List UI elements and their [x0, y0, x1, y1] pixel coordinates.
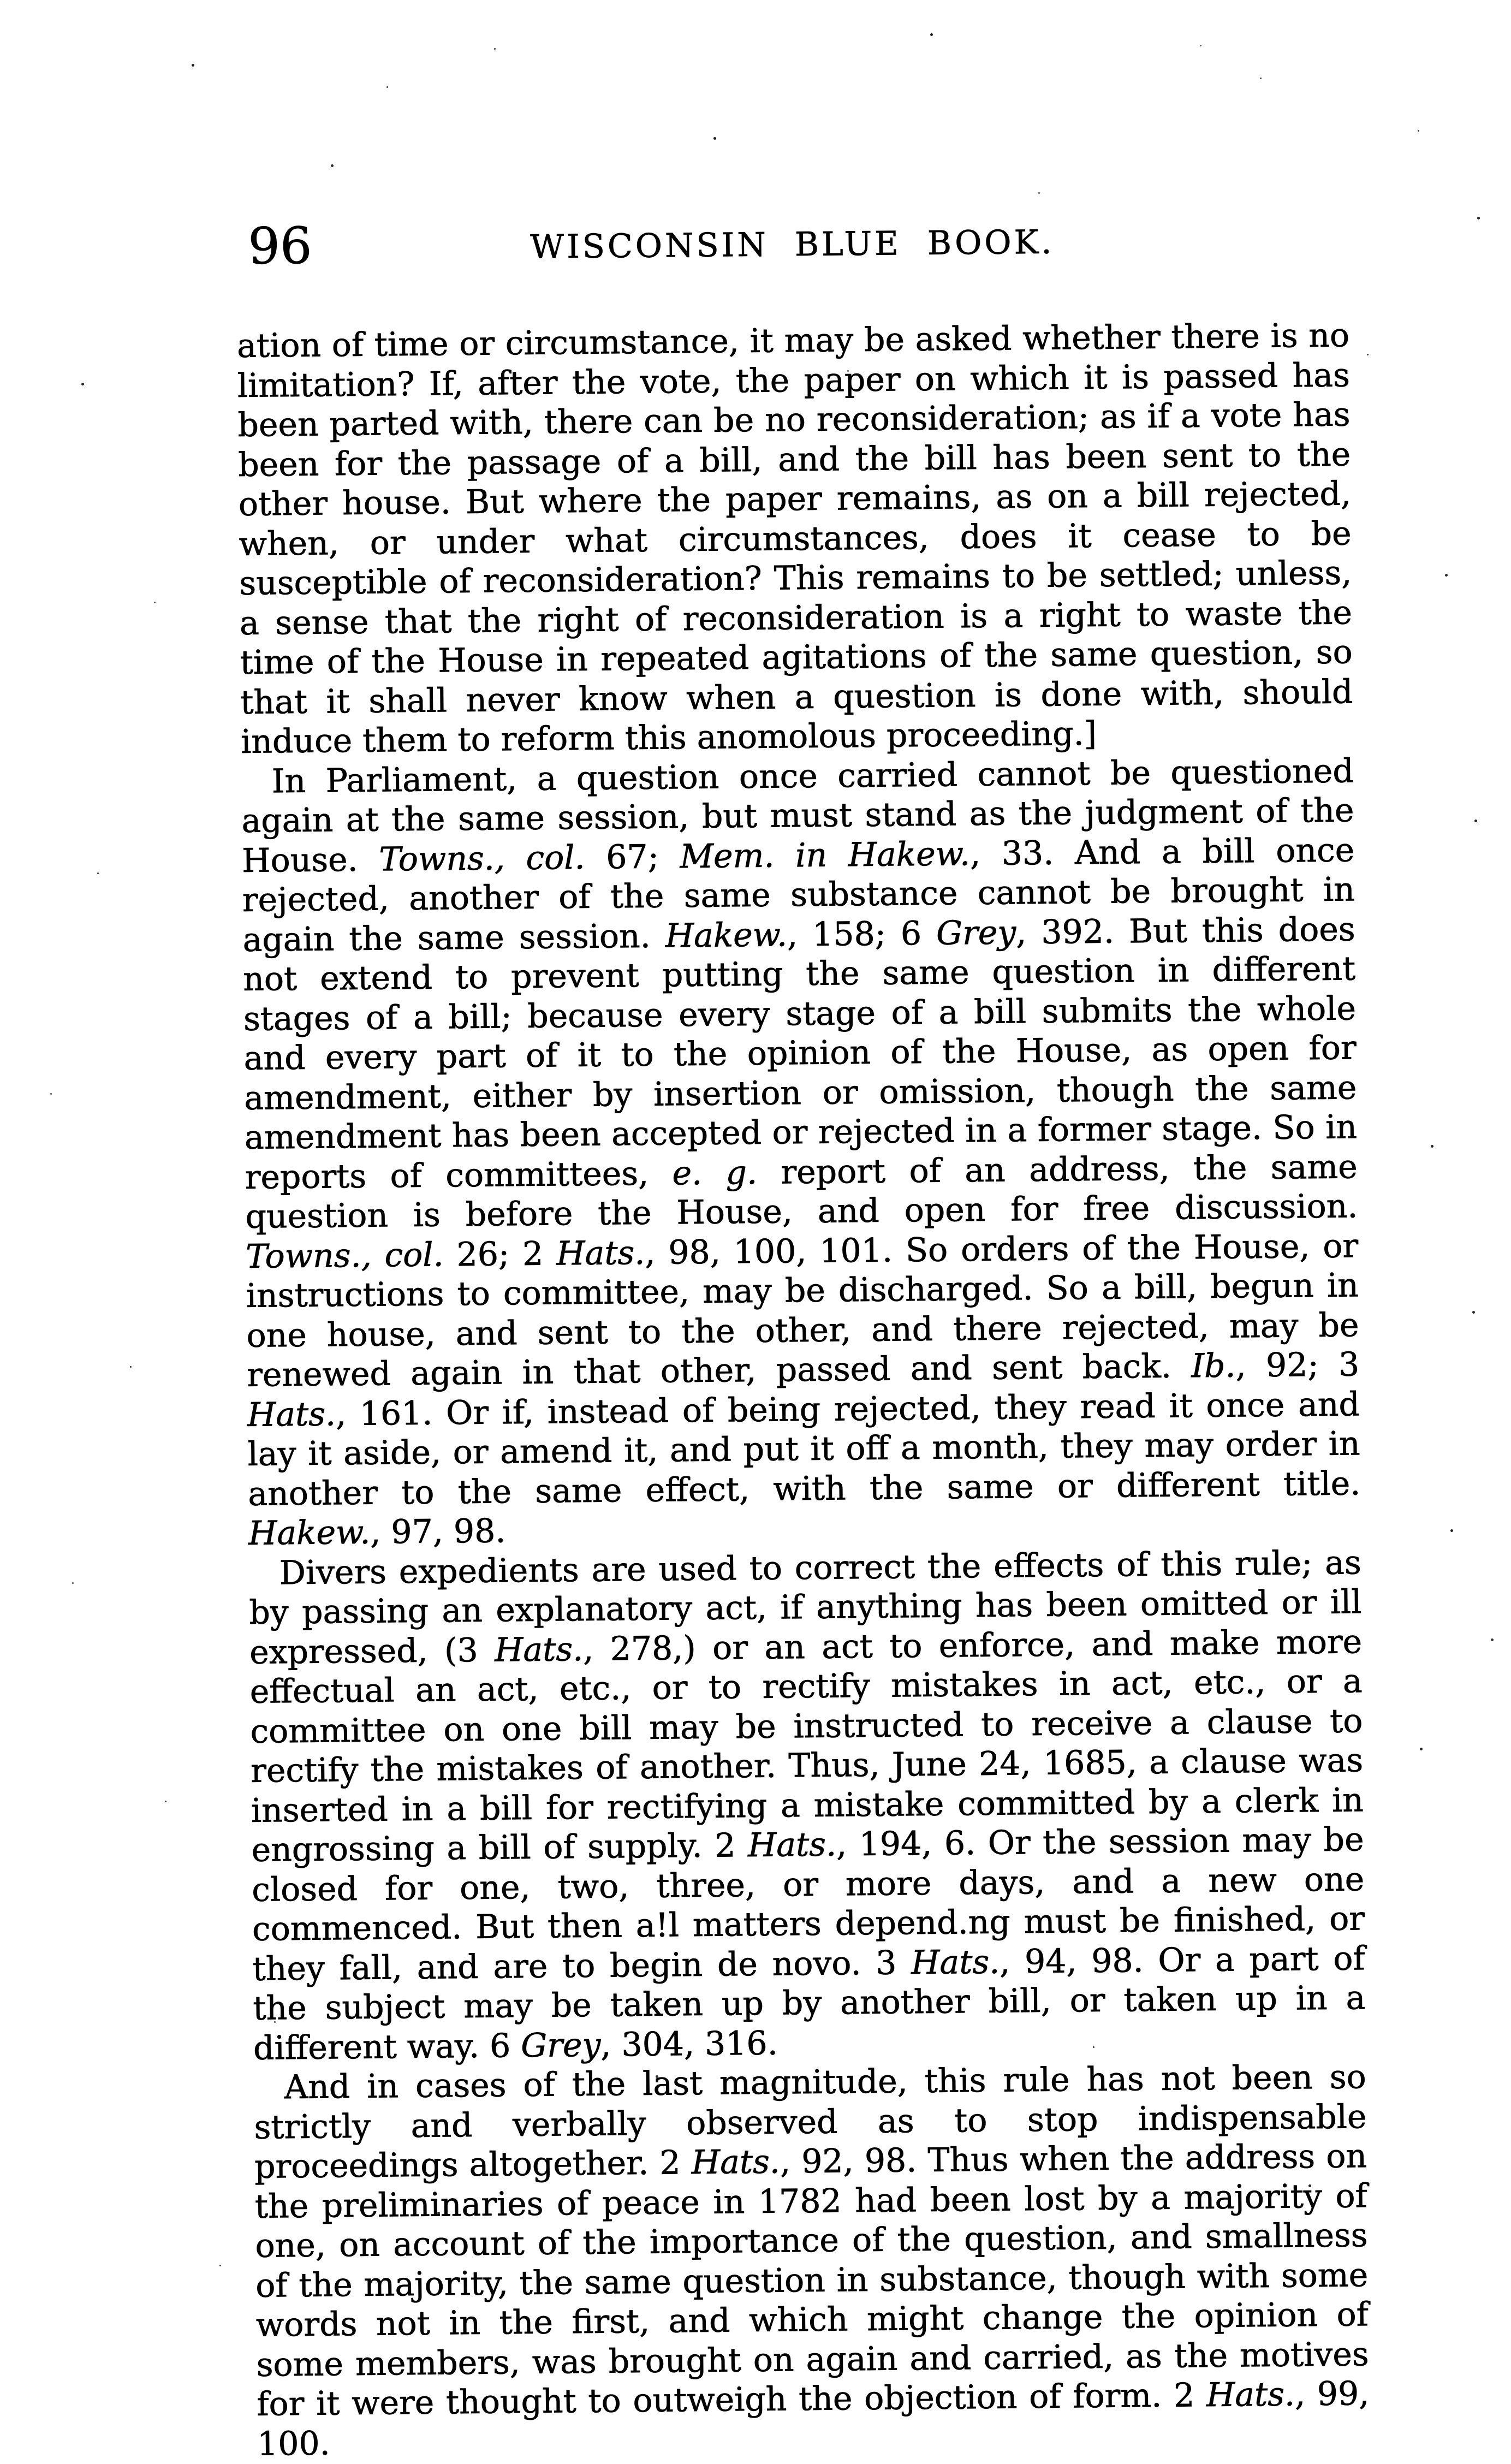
citation-text: Hats. — [1206, 2375, 1295, 2415]
body-text-run: , 98, 100, 101. So orders of the House, or instructions to committee, may be discharged. So a bill, begun in one house, and sent to the other, and there rejected, may be renewed again in that other, passed and sent back. — [246, 1226, 1359, 1394]
paragraph — [241, 751, 1361, 1553]
scan-noise-specks — [0, 0, 2, 2]
paragraph — [248, 1543, 1366, 2068]
page-title: WISCONSIN BLUE BOOK. — [530, 223, 1055, 266]
body-text-run: , 33. And a bill once rejected, another of the same substance cannot be brought in again the same session. — [242, 830, 1355, 959]
page-header — [236, 211, 1349, 326]
citation-text: Hakew. — [248, 1513, 371, 1553]
body-text-run: ation of time or circumstance, it may be asked whether there is no limitation? If, after the vote, the paper on which it is passed has been parted with, there can be no reconsideration; as if a vote has been for the passage of a bill, and the bill has been sent to the other house. But where the paper remains, as on a bill rejected, when, or under what circumstances, does it cease to be susceptible of reconsideration? This remains to be settled; unless, a sense that the right of reconsideration is a right to waste the time of the House in repeated agitations of the same question, so that it shall never know when a question is done with, should induce them to reform this anomolous proceeding.] — [236, 316, 1353, 761]
citation-text: Hats. — [247, 1394, 336, 1434]
body-text-run: 67; — [585, 837, 680, 877]
body-text-run: , 278,) or an act to enforce, and make more effectual an act, etc., or to rectify mistakes in act, etc., or a committee on one bill may be instructed to receive a clause to rectify the mistakes of another. Thus, June 24, 1685, a clause was inserted in a bill for rectifying a mistake committed by a clerk in engrossing a bill of supply. 2 — [249, 1622, 1364, 1869]
citation-text: Hats. — [911, 1943, 1000, 1982]
body-text-run: , 304, 316. — [600, 2024, 778, 2064]
body-text-run: , 94, 98. Or a part of the subject may be taken up by another bill, or taken up in a different way. 6 — [253, 1939, 1366, 2068]
body-text-run: In Parliament, a question once carried cannot be questioned again at the same session, but must stand as the judgment of the House. — [241, 751, 1354, 880]
body-text-run: , 161. Or if, instead of being rejected, they read it once and lay it aside, or amend it, and put it off a month, they may order in another to the same effect, with the same or different title. — [247, 1385, 1361, 1513]
citation-text: Hakew. — [665, 915, 788, 955]
body-text-run: , 92; 3 — [1235, 1345, 1360, 1385]
citation-text: Hats. — [494, 1630, 584, 1670]
body-text-run: , 99, 100. — [257, 2374, 1370, 2463]
citation-text: Hats. — [691, 2142, 781, 2182]
citation-text: Towns., col. — [245, 1235, 444, 1276]
citation-text: e. g. — [672, 1153, 758, 1192]
body-text-run: , 194, 6. Or the session may be closed for one, two, three, or more days, and a new one commenced. But then a!l matters depend.ng must be finished, or they fall, and are to begin de novo. 3 — [251, 1820, 1365, 1988]
citation-text: Grey — [520, 2026, 601, 2065]
page-content — [236, 211, 1370, 2463]
citation-text: Towns., col. — [379, 838, 585, 879]
citation-text: Ib. — [1191, 1346, 1236, 1386]
body-text-run: , 92, 98. Thus when the address on the preliminaries of peace in 1782 had been lost by a majority of one, on account of the importance of the question, and smallness of the majority, the same question in substance, though with some words not in the first, and which might change the opinion of some members, was brought on again and carried, as the motives for it were thought to outweigh the objection of form. 2 — [254, 2137, 1369, 2424]
citation-text: Hats. — [747, 1825, 837, 1865]
body-text-run: , 392. But this does not extend to prevent putting the same question in different stages of a bill; because every stage of a bill submits the whole and every part of it to the opinion of the House, as open for amendment, either by insertion or omission, though the same amendment has been accepted or rejected in a former stage. So in reports of committees, — [242, 910, 1358, 1197]
citation-text: Hats. — [556, 1233, 645, 1273]
body-text-run: report of an address, the same question is before the House, and open for free discussion. — [245, 1147, 1358, 1236]
body-text-run: And in cases of the last magnitude, this rule has not been so strictly and verbally observed as to stop indispensable proceedings altogether. 2 — [254, 2058, 1367, 2186]
paragraph — [253, 2057, 1370, 2464]
paragraph — [237, 316, 1354, 762]
page-number: 96 — [247, 216, 313, 276]
body-text-run: , 97, 98. — [370, 1512, 506, 1552]
body-text — [237, 316, 1370, 2463]
body-text-run: 26; 2 — [443, 1234, 557, 1274]
body-text-run: , 158; 6 — [787, 914, 937, 954]
citation-text: Mem. in Hakew. — [680, 834, 971, 876]
citation-text: Grey — [936, 913, 1016, 953]
body-text-run: Divers expedients are used to correct the effects of this rule; as by passing an explanatory act, if anything has been omitted or ill expressed, (3 — [249, 1543, 1362, 1672]
